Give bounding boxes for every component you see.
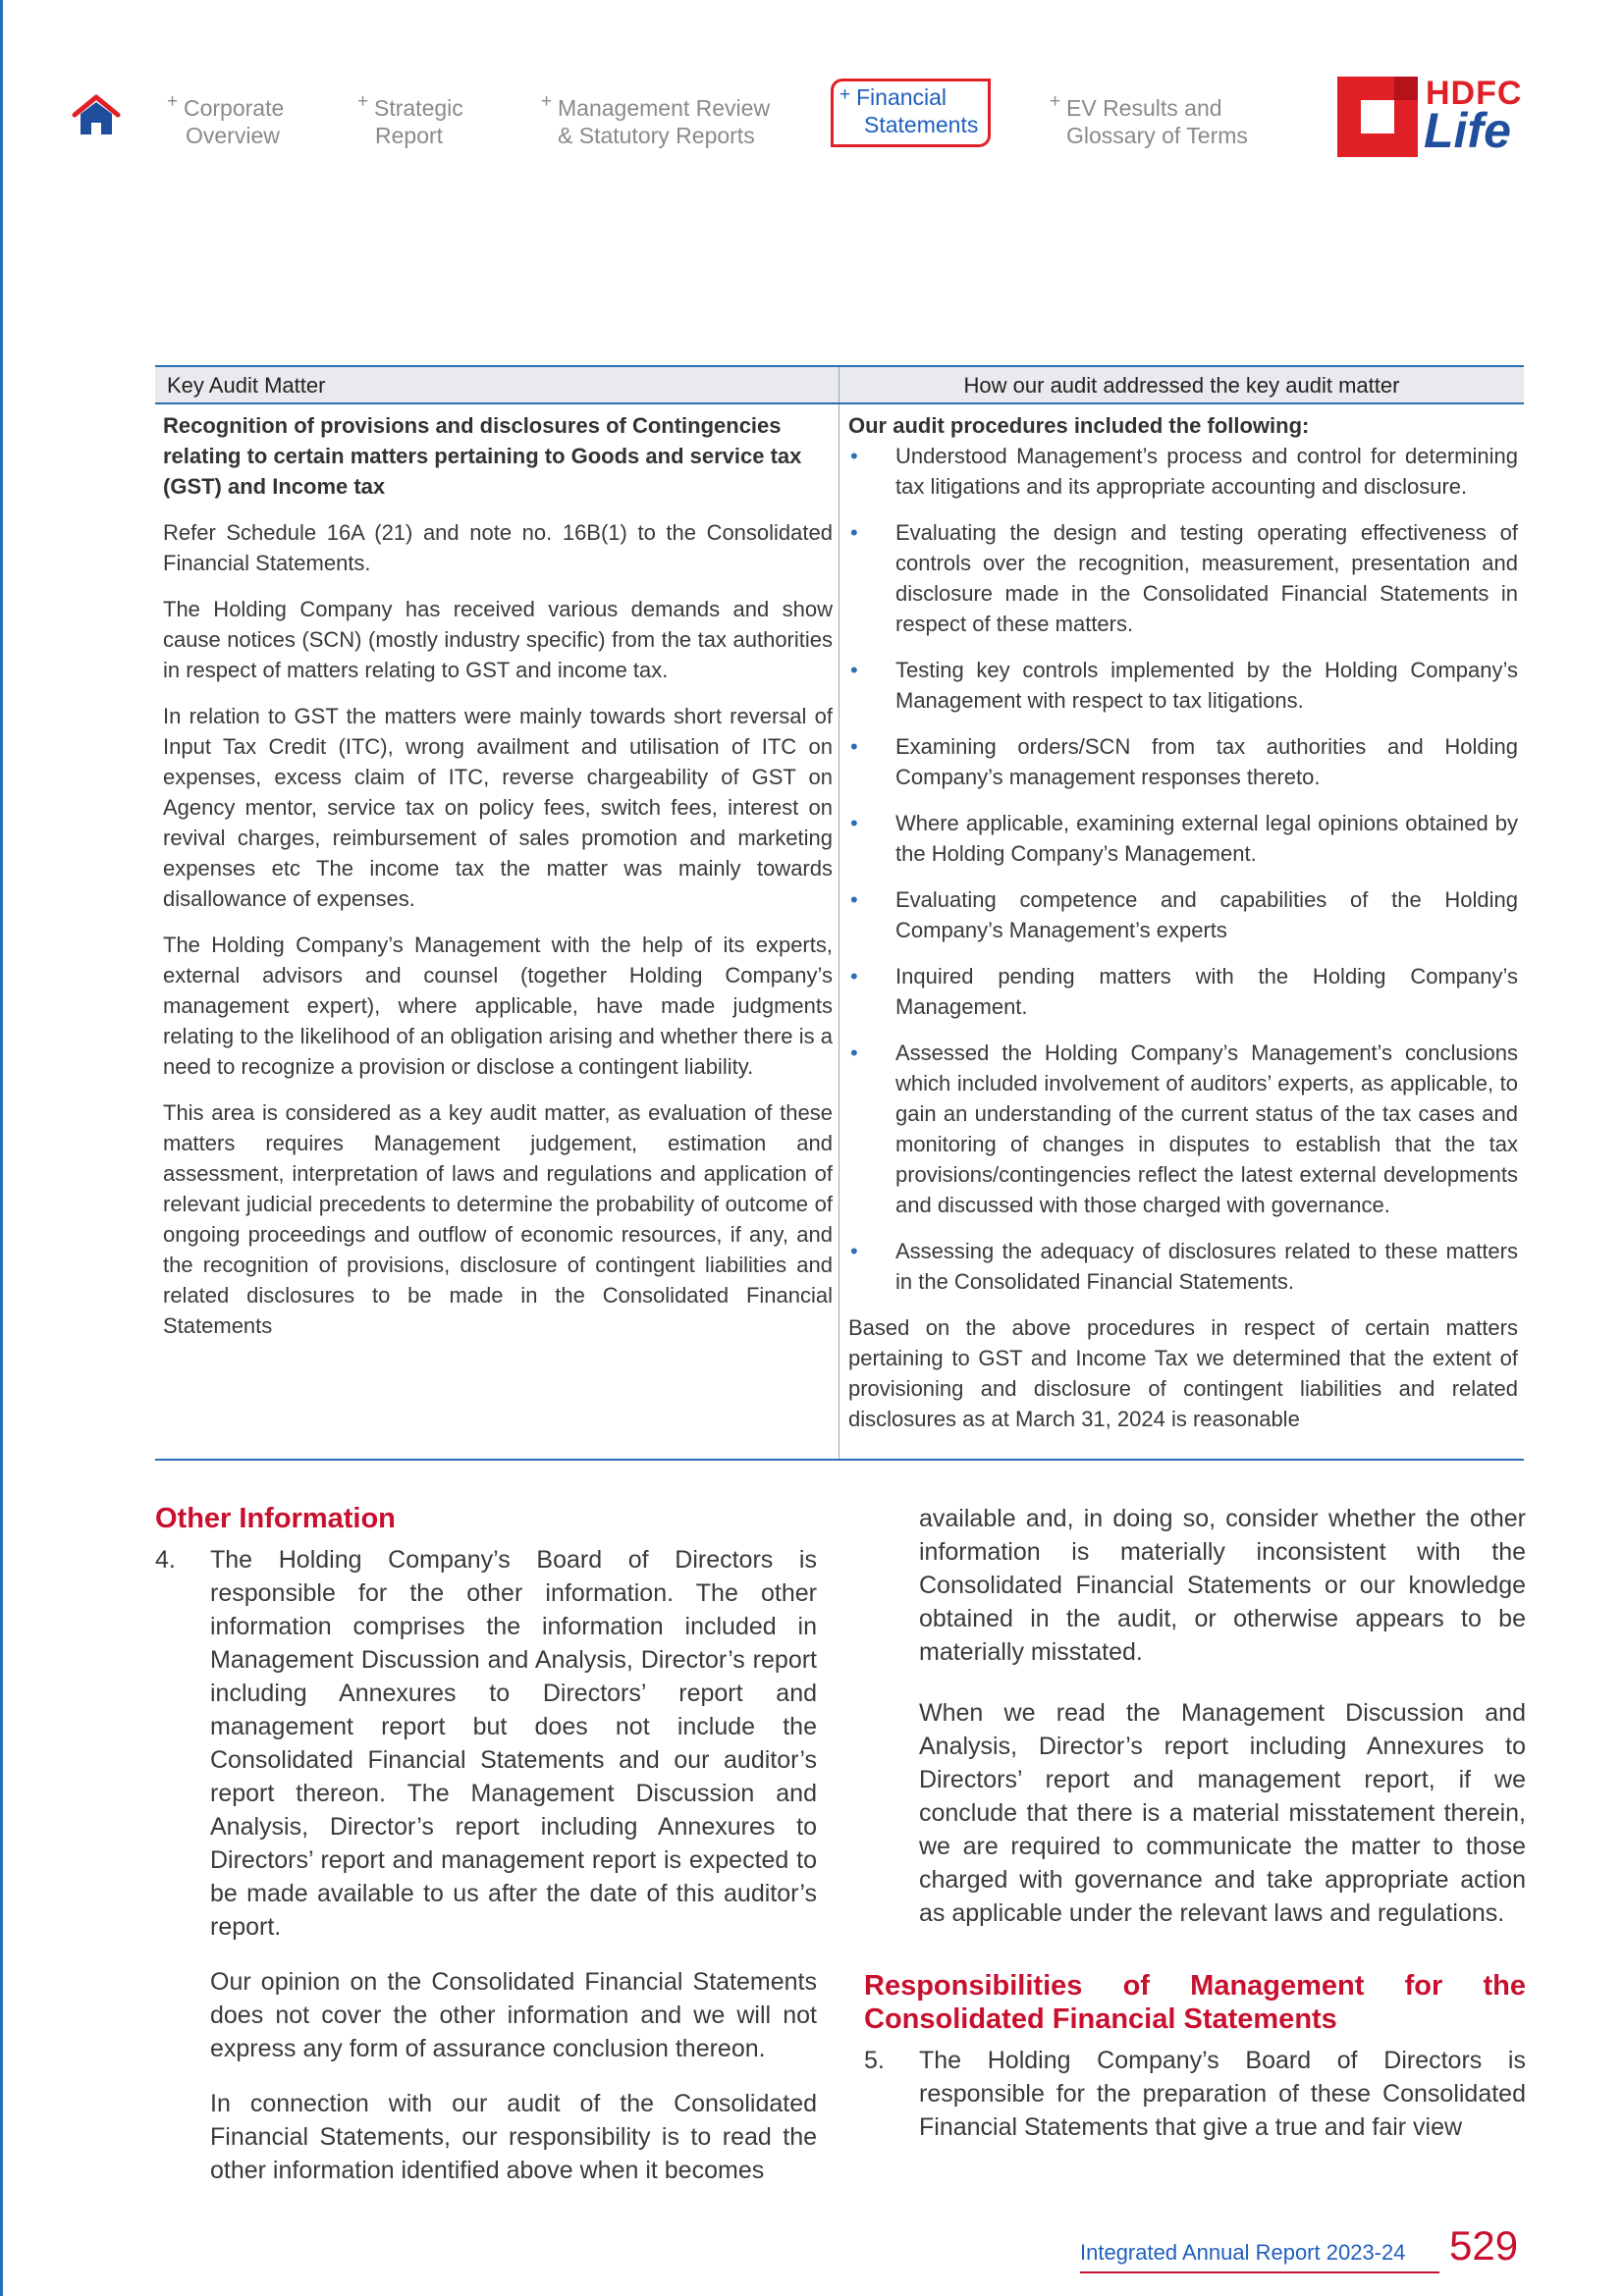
matter-paragraph: Refer Schedule 16A (21) and note no. 16B(1) to the Consolidated Financial Statements. (163, 520, 833, 575)
list-item: • Understood Management’s process and control for determining tax litigations and its appropriate accounting and disclosure. (848, 441, 1518, 502)
bullet-icon: • (850, 811, 858, 835)
list-item: • Assessing the adequacy of disclosures related to these matters in the Consolidated Financial Statements. (848, 1236, 1518, 1297)
table-header-row (155, 365, 1524, 404)
paragraph-number: 4. (155, 1546, 176, 1574)
bullet-icon: • (850, 964, 858, 988)
plus-icon: + (167, 91, 179, 112)
nav-management-review[interactable]: + Management Review & Statutory Reports (541, 94, 770, 149)
logo-text-hdfc: HDFC (1426, 75, 1523, 112)
table-body-row (155, 404, 1524, 1461)
home-icon[interactable] (71, 93, 122, 138)
matter-paragraph: In relation to GST the matters were mainly towards short reversal of Input Tax Credit (ITC), wrong availment and utilisation of ITC on expenses, excess claim of ITC, reverse chargeability of GST on Agency mentor, service tax on policy fees, switch fees, interest on revival charges, reimbursement of sales promotion and marketing expenses etc The income tax the matter was mainly towards disallowance of expenses. (163, 704, 833, 911)
nav-financial-statements[interactable]: + Financial Statements (831, 79, 991, 147)
bullet-icon: • (850, 444, 858, 468)
responsibilities-heading: Responsibilities of Management for the Consolidated Financial Statements (864, 1970, 1526, 2035)
plus-icon: + (541, 91, 553, 112)
list-item: • Evaluating the design and testing operating effectiveness of controls over the recognition, measurement, presentation and disclosure made in the Consolidated Financial Statements in respect of these matters. (848, 517, 1518, 639)
matter-title: Recognition of provisions and disclosures of Contingencies relating to certain matters pertaining to Goods and service tax (GST) and Income tax (163, 413, 802, 499)
plus-icon: + (839, 84, 851, 105)
hdfc-life-logo[interactable] (1337, 77, 1526, 157)
bullet-icon: • (850, 887, 858, 912)
paragraph: In connection with our audit of the Consolidated Financial Statements, our responsibility is to read the other information identified above when it becomes (210, 2090, 817, 2184)
nav-strategic-report[interactable]: + Strategic Report (357, 94, 463, 149)
bullet-icon: • (850, 734, 858, 759)
audit-procedures-column (848, 410, 1518, 1434)
footer-report-title: Integrated Annual Report 2023-24 (1080, 2240, 1406, 2265)
nav-corporate-overview[interactable]: + Corporate Overview (167, 94, 284, 149)
procedures-conclusion: Based on the above procedures in respect of certain matters pertaining to GST and Income Tax we determined that the extent of provisioning and disclosure of contingent liabilities and related disclosures as at March 31, 2024 is reasonable (848, 1315, 1518, 1431)
other-information-heading: Other Information (155, 1503, 396, 1534)
bullet-icon: • (850, 1041, 858, 1065)
matter-paragraph: The Holding Company has received various demands and show cause notices (SCN) (mostly industry specific) from the tax authorities in respect of matters relating to GST and income tax. (163, 597, 833, 682)
procedures-title: Our audit procedures included the following: (848, 413, 1310, 438)
paragraph-number: 5. (864, 2047, 885, 2074)
bullet-icon: • (850, 1239, 858, 1263)
page-edge-rule (0, 0, 3, 2296)
nav-ev-results[interactable]: + EV Results and Glossary of Terms (1050, 94, 1248, 149)
list-item: • Where applicable, examining external legal opinions obtained by the Holding Company’s Management. (848, 808, 1518, 869)
bullet-icon: • (850, 658, 858, 682)
page-number: 529 (1449, 2222, 1519, 2269)
header-how-addressed: How our audit addressed the key audit matter (963, 373, 1400, 398)
right-text-column (864, 1502, 1526, 2165)
bullet-icon: • (850, 520, 858, 545)
paragraph: When we read the Management Discussion and Analysis, Director’s report including Annexures to Directors’ report and management report, if we conclude that there is a material misstatement therein, we are required to communicate the matter to those charged with governance and take appropriate action as applicable under the relevant laws and regulations. (919, 1699, 1526, 1927)
procedures-list (848, 441, 1518, 1297)
list-item: • Evaluating competence and capabilities of the Holding Company’s Management’s experts (848, 884, 1518, 945)
paragraph: available and, in doing so, consider whether the other information is materially inconsistent with the Consolidated Financial Statements or our knowledge obtained in the audit, or otherwise appears to be materially misstated. (919, 1505, 1526, 1666)
matter-paragraph: This area is considered as a key audit matter, as evaluation of these matters requires Management judgement, estimation and assessment, interpretation of laws and regulations and application of relevant judicial precedents to determine the probability of outcome of ongoing proceedings and outflow of economic resources, if any, and the recognition of provisions, disclosure of contingent liabilities and related disclosures to be made in the Consolidated Financial Statements (163, 1100, 833, 1338)
paragraph: The Holding Company’s Board of Directors is responsible for the other information. The other information comprises the information included in Management Discussion and Analysis, Director’s report including Annexures to Directors’ report and management report but does not include the Consolidated Financial Statements and our auditor’s report thereon. The Management Discussion and Analysis, Director’s report including Annexures to Directors’ report and management report is expected to be made available to us after the date of this auditor’s report. (210, 1546, 817, 1941)
numbered-paragraph-5 (864, 2044, 1526, 2144)
paragraph: Our opinion on the Consolidated Financial Statements does not cover the other information and we will not express any form of assurance conclusion thereon. (210, 1968, 817, 2062)
matter-paragraph: The Holding Company’s Management with the help of its experts, external advisors and counsel (together Holding Company’s management expert), where applicable, have made judgments relating to the likelihood of an obligation arising and whether there is a need to recognize a provision or disclose a contingent liability. (163, 933, 833, 1079)
list-item: • Examining orders/SCN from tax authorities and Holding Company’s management responses thereto. (848, 731, 1518, 792)
key-audit-matter-table (155, 365, 1524, 1461)
other-information-section (155, 1502, 817, 2209)
plus-icon: + (1050, 91, 1061, 112)
list-item: • Assessed the Holding Company’s Management’s conclusions which included involvement of auditors’ experts, as applicable, to gain an understanding of the current status of the tax cases and monitoring of changes in disputes to establish that the tax provisions/contingencies reflect the latest external developments and discussed with those charged with governance. (848, 1038, 1518, 1220)
logo-text-life: Life (1424, 103, 1511, 158)
plus-icon: + (357, 91, 369, 112)
footer-underline (1080, 2271, 1439, 2273)
header-key-audit-matter: Key Audit Matter (167, 373, 326, 398)
paragraph: The Holding Company’s Board of Directors is responsible for the preparation of these Consolidated Financial Statements that give a true and fair view (919, 2047, 1526, 2141)
key-audit-matter-column (163, 410, 833, 1357)
numbered-paragraph-4 (155, 1543, 817, 2187)
list-item: • Testing key controls implemented by the Holding Company’s Management with respect to tax litigations. (848, 655, 1518, 716)
list-item: • Inquired pending matters with the Holding Company’s Management. (848, 961, 1518, 1022)
